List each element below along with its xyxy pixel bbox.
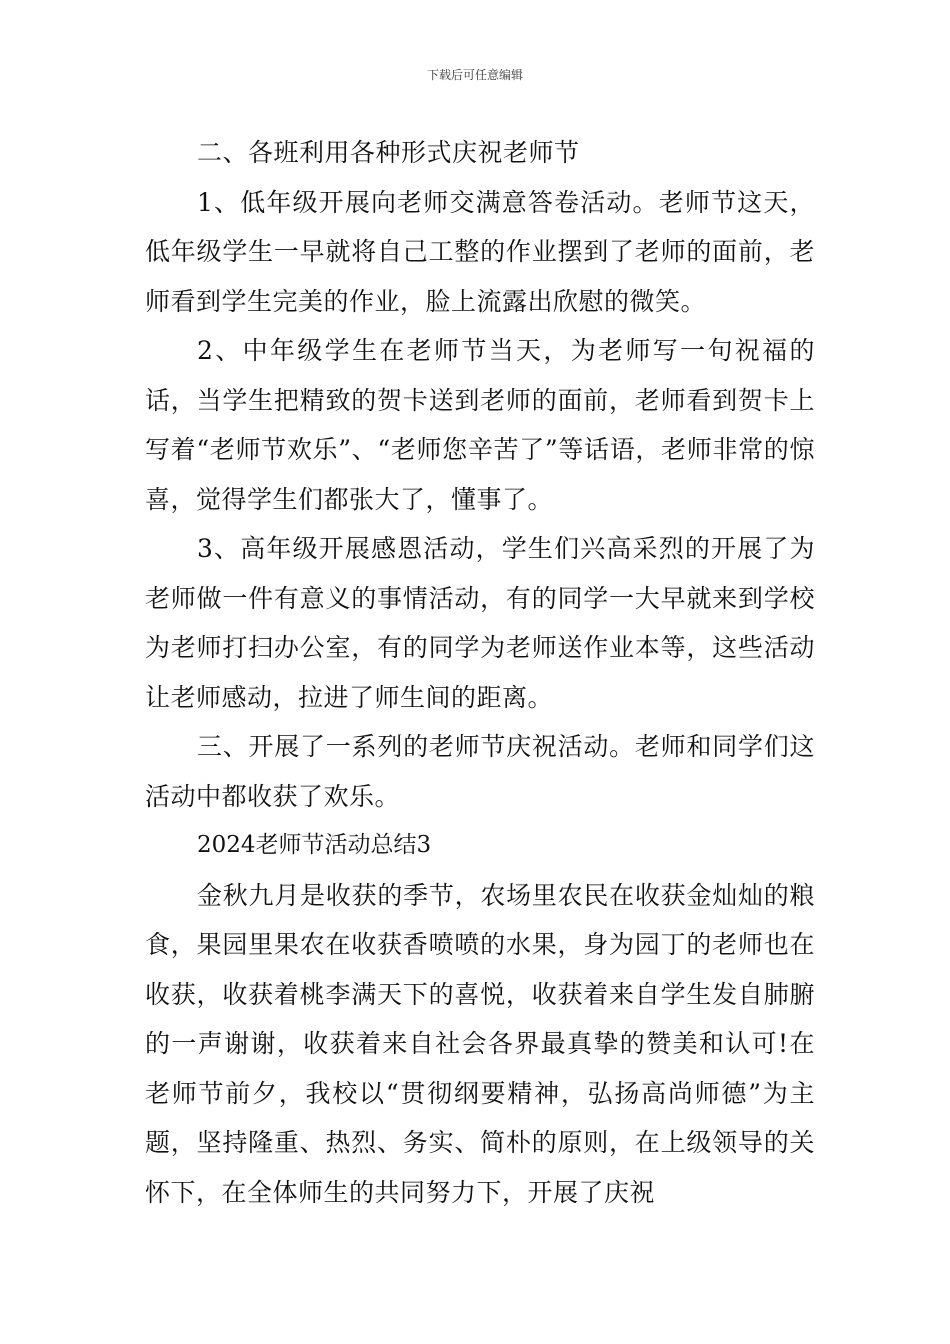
page-header-note: 下载后可任意编辑 [426, 68, 523, 82]
section-heading: 2024老师节活动总结3 [197, 832, 432, 858]
paragraph-middle-grade: 2、中年级学生在老师节当天，为老师写一句祝福的话，当学生把精致的贺卡送到老师的面前，老师看到贺卡上写着“老师节欢乐”、“老师您辛苦了”等话语，老师非常的惊喜，觉得学生们都张大了，懂事了。 [145, 336, 815, 514]
paragraph-section-two-title: 二、各班利用各种形式庆祝老师节 [197, 138, 580, 167]
document-body [145, 128, 815, 1217]
paragraph-low-grade: 1、低年级开展向老师交满意答卷活动。老师节这天，低年级学生一早就将自己工整的作业摆到了老师的面前，老师看到学生完美的作业，脸上流露出欣慰的微笑。 [145, 187, 815, 316]
paragraph-high-grade: 3、高年级开展感恩活动，学生们兴高采烈的开展了为老师做一件有意义的事情活动，有的同学一大早就来到学校为老师打扫办公室，有的同学为老师送作业本等，这些活动让老师感动，拉进了师生间的距离。 [145, 534, 815, 712]
paragraph-section-three: 三、开展了一系列的老师节庆祝活动。老师和同学们这活动中都收获了欢乐。 [145, 732, 815, 811]
paragraph-summary-intro: 金秋九月是收获的季节，农场里农民在收获金灿灿的粮食，果园里果农在收获香喷喷的水果，身为园丁的老师也在收获，收获着桃李满天下的喜悦，收获着来自学生发自肺腑的一声谢谢，收获着来自社会各界最真挚的赞美和认可!在老师节前夕，我校以“贯彻纲要精神，弘扬高尚师德”为主题，坚持隆重、热烈、务实、简朴的原则，在上级领导的关怀下，在全体师生的共同努力下，开展了庆祝 [145, 880, 815, 1207]
